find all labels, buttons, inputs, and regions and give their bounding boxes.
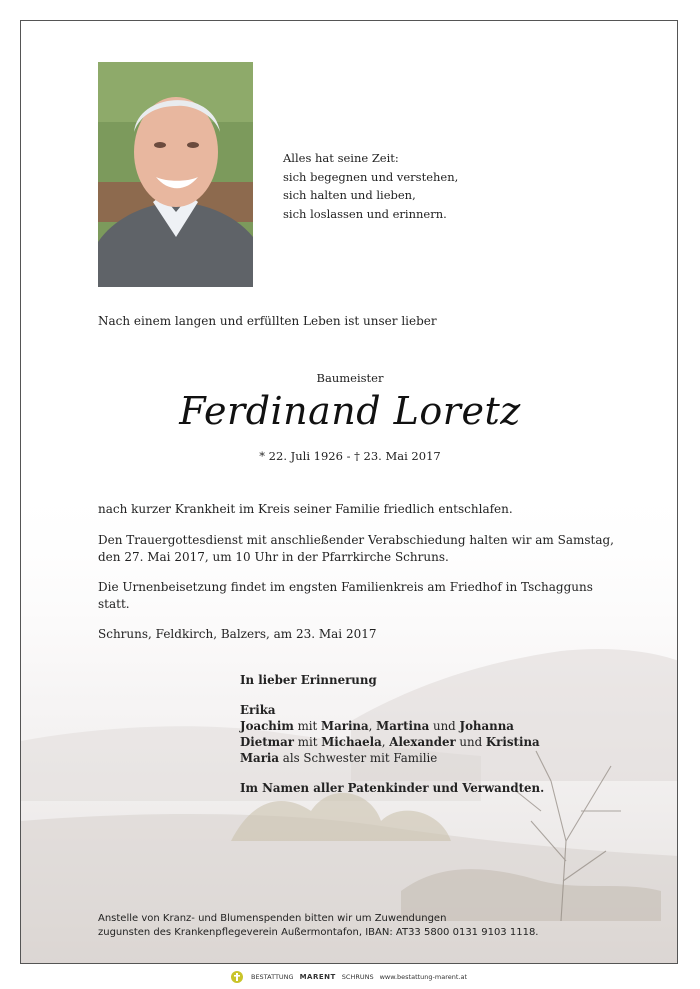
deceased-name: Ferdinand Loretz [179, 389, 521, 433]
poem-line: sich halten und lieben, [283, 188, 416, 202]
connector-text: und [455, 735, 486, 749]
website-link[interactable]: www.bestattung-marent.at [379, 972, 467, 981]
family-member: Kristina [485, 735, 540, 749]
family-line [240, 750, 544, 766]
poem-line: sich begegnen und verstehen, [283, 169, 459, 184]
profession: Baumeister [316, 371, 384, 385]
connector-text: und [429, 719, 460, 733]
brand-town: SCHRUNS [341, 972, 374, 981]
family-line [240, 734, 544, 750]
poem-line: sich loslassen und erinnern. [283, 206, 447, 221]
family-member: Michaela [321, 735, 382, 749]
closing-line: Im Namen aller Patenkinder und Verwandten. [240, 781, 545, 795]
connector-text: mit [294, 735, 322, 749]
family-member: Johanna [459, 719, 514, 733]
donation-line: zugunsten des Krankenpflegeverein Außermontafon, IBAN: AT33 5800 0131 9103 1118. [98, 927, 539, 938]
family-member: Alexander [389, 735, 456, 749]
poem-line: Alles hat seine Zeit: [283, 151, 399, 165]
brand-name: MARENT [299, 972, 336, 981]
connector-text: als Schwester mit Familie [279, 751, 438, 765]
family-block [240, 672, 544, 796]
obituary-card [20, 20, 678, 964]
funeral-home-logo-icon [230, 970, 244, 984]
family-member: Martina [376, 719, 430, 733]
family-member: Dietmar [240, 735, 295, 749]
family-member: Marina [321, 719, 369, 733]
remembrance-heading: In lieber Erinnerung [240, 673, 377, 687]
intro-text: Nach einem langen und erfüllten Leben ist unser lieber [98, 314, 437, 328]
family-member: Erika [240, 703, 276, 717]
donation-line: Anstelle von Kranz- und Blumenspenden bitten wir um Zuwendungen [98, 913, 447, 924]
life-dates: * 22. Juli 1926 - † 23. Mai 2017 [259, 449, 441, 463]
place-and-date: Schruns, Feldkirch, Balzers, am 23. Mai 2017 [98, 627, 377, 641]
paragraph-service: Den Trauergottesdienst mit anschließender Verabschiedung halten wir am Samstag, den 27. Mai 2017, um 10 Uhr in der Pfarrkirche Schruns. [98, 533, 614, 564]
connector-text: , [381, 735, 390, 749]
footer [0, 964, 700, 989]
connector-text: mit [293, 719, 322, 733]
family-line [240, 718, 544, 734]
paragraph-passing: nach kurzer Krankheit im Kreis seiner Familie friedlich entschlafen. [98, 502, 513, 516]
portrait-photo [98, 62, 253, 287]
family-member: Joachim [240, 719, 294, 733]
connector-text: , [368, 719, 377, 733]
brand-prefix: BESTATTUNG [250, 972, 294, 981]
poem [283, 149, 458, 223]
paragraph-burial: Die Urnenbeisetzung findet im engsten Familienkreis am Friedhof in Tschagguns statt. [98, 580, 593, 611]
family-member: Maria [240, 751, 280, 765]
donation-note [98, 912, 538, 940]
